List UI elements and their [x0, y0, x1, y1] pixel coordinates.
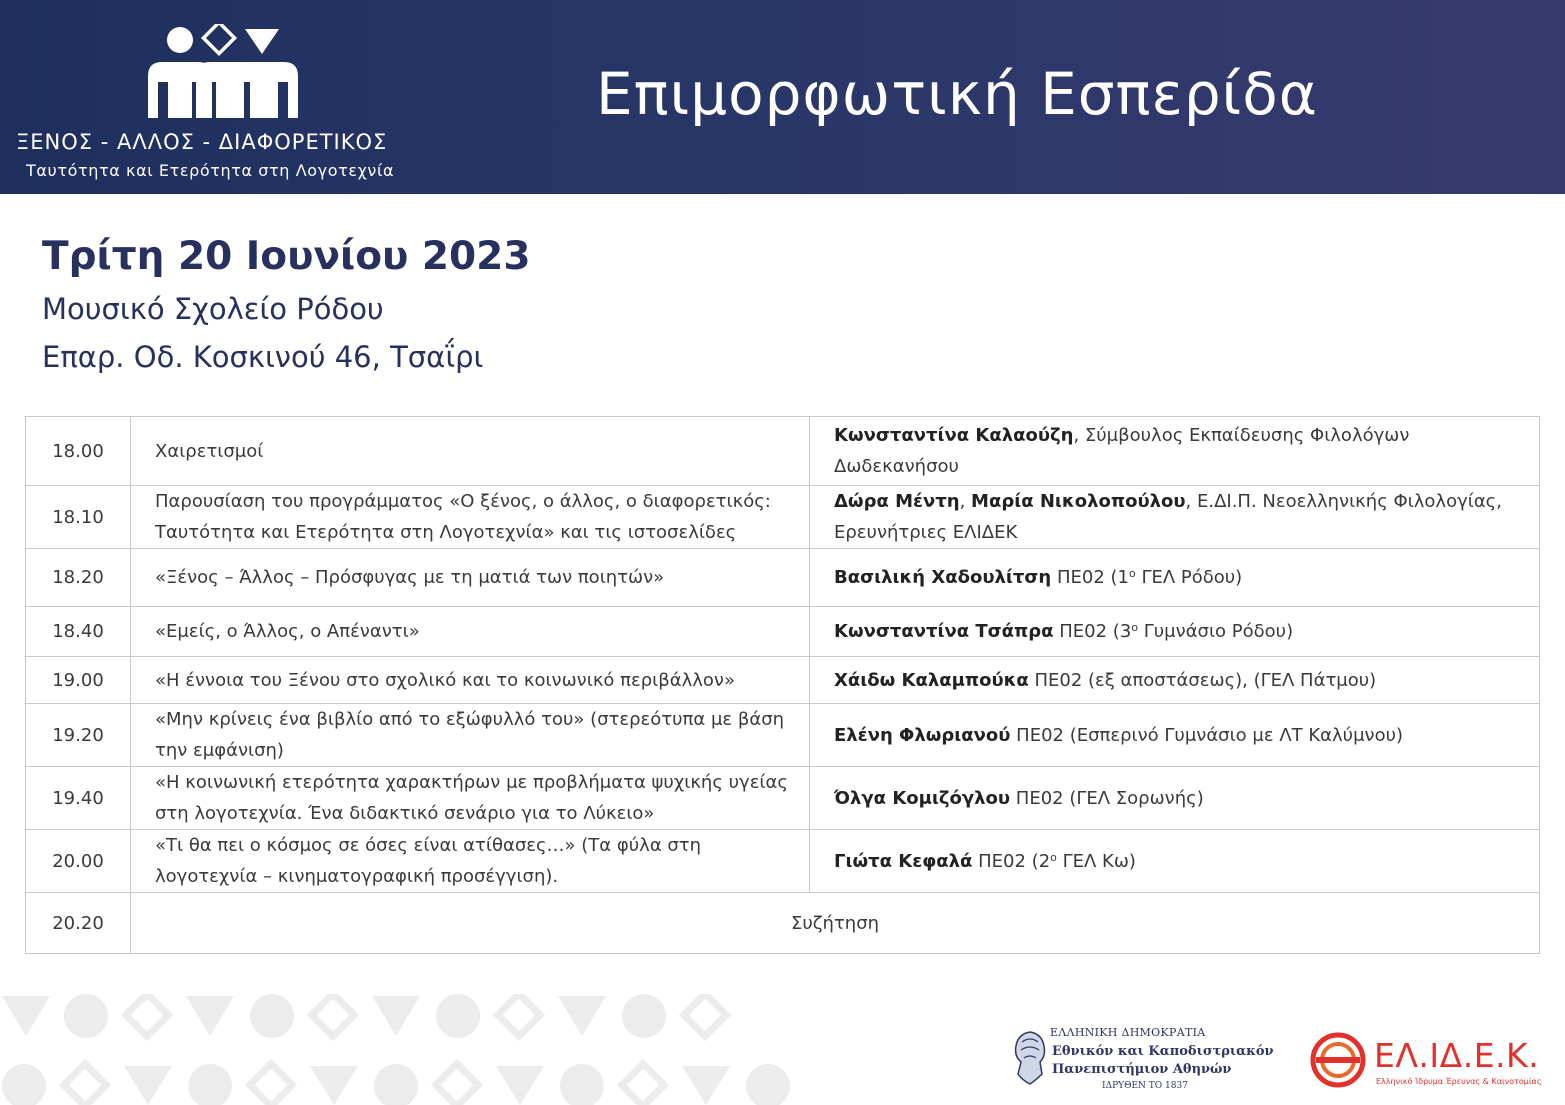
- speaker-affiliation-end: ΓΕΛ Ρόδου): [1135, 567, 1243, 588]
- event-address: Επαρ. Οδ. Κοσκινού 46, Τσαΐρι: [42, 340, 484, 374]
- speaker-cell: [810, 704, 1540, 767]
- athena-head-icon: [1012, 1030, 1048, 1086]
- topic-cell: Παρουσίαση του προγράμματος «Ο ξένος, ο άλλος, ο διαφορετικός: Ταυτότητα και Ετερότητα στη Λογοτεχνία» και τις ιστοσελίδες: [131, 486, 810, 549]
- time-cell: 20.00: [26, 830, 131, 893]
- event-venue: Μουσικό Σχολείο Ρόδου: [42, 292, 384, 326]
- speaker-name: Όλγα Κομιζόγλου: [834, 787, 1011, 809]
- elidek-logo: [1310, 1030, 1540, 1092]
- time-cell: 19.40: [26, 767, 131, 830]
- speaker-affiliation: ΠΕ02 (ΓΕΛ Σορωνής): [1010, 787, 1204, 809]
- topic-cell: «Η κοινωνική ετερότητα χαρακτήρων με προβλήματα ψυχικής υγείας στη λογοτεχνία. Ένα διδακτικό σενάριο για το Λύκειο»: [131, 767, 810, 830]
- table-row: [26, 767, 1540, 830]
- speaker-cell: [810, 549, 1540, 607]
- speaker-cell: [810, 657, 1540, 704]
- table-row: [26, 657, 1540, 704]
- speaker-affiliation: ΠΕ02 (1: [1051, 567, 1129, 588]
- table-row: [26, 486, 1540, 549]
- table-row: [26, 417, 1540, 486]
- speaker-cell: [810, 767, 1540, 830]
- speaker-affiliation: , Ε.ΔΙ.Π. Νεοελληνικής Φιλολογίας, Ερευνήτριες ΕΛΙΔΕΚ: [834, 491, 1502, 543]
- speaker-affiliation: ΠΕ02 (Εσπερινό Γυμνάσιο με ΛΤ Καλύμνου): [1010, 724, 1404, 746]
- time-cell: 18.00: [26, 417, 131, 486]
- table-row: [26, 893, 1540, 954]
- project-title: ΞΕΝΟΣ - ΑΛΛΟΣ - ΔΙΑΦΟΡΕΤΙΚΟΣ: [16, 130, 388, 154]
- ordinal-sup: ο: [1050, 850, 1057, 864]
- ordinal-sup: ο: [1131, 621, 1139, 634]
- program-table: [25, 416, 1540, 954]
- speaker-cell: [810, 607, 1540, 657]
- speaker-affiliation: ΠΕ02 (3: [1053, 621, 1132, 642]
- elidek-emblem-icon: [1310, 1032, 1366, 1088]
- event-date: Τρίτη 20 Ιουνίου 2023: [42, 234, 531, 279]
- speaker-name: Γιώτα Κεφαλά: [834, 850, 973, 872]
- decorative-shapes-pattern: [0, 994, 800, 1105]
- time-cell: 18.20: [26, 549, 131, 607]
- elidek-name: ΕΛ.ΙΔ.Ε.Κ.: [1374, 1036, 1540, 1075]
- discussion-cell: Συζήτηση: [131, 893, 1540, 954]
- speaker-name: Δώρα Μέντη: [834, 491, 960, 512]
- table-row: [26, 830, 1540, 893]
- uoa-name-line2: Πανεπιστήμιον Αθηνών: [1052, 1062, 1232, 1077]
- table-row: [26, 704, 1540, 767]
- elidek-tagline: Ελληνικό Ίδρυμα Έρευνας & Καινοτομίας: [1376, 1077, 1542, 1086]
- speaker-cell: [810, 830, 1540, 893]
- speaker-cell: [810, 486, 1540, 549]
- project-subtitle: Ταυτότητα και Ετερότητα στη Λογοτεχνία: [26, 161, 395, 180]
- speaker-affiliation-end: Γυμνάσιο Ρόδου): [1138, 621, 1294, 642]
- topic-cell: «Εμείς, ο Άλλος, ο Απέναντι»: [131, 607, 810, 657]
- speaker-cell: [810, 417, 1540, 486]
- speaker-name: Κωνσταντίνα Τσάπρα: [834, 621, 1054, 642]
- time-cell: 18.40: [26, 607, 131, 657]
- speaker-name: Χάιδω Καλαμπούκα: [834, 669, 1029, 691]
- event-title: Επιμορφωτική Εσπερίδα: [596, 60, 1318, 128]
- time-cell: 18.10: [26, 486, 131, 549]
- ordinal-sup: ο: [1128, 567, 1136, 580]
- time-cell: 19.20: [26, 704, 131, 767]
- speaker-affiliation: , Σύμβουλος Εκπαίδευσης Φιλολόγων Δωδεκανήσου: [834, 425, 1410, 477]
- uoa-republic-label: ΕΛΛΗΝΙΚΗ ΔΗΜΟΚΡΑΤΙΑ: [1050, 1026, 1206, 1039]
- time-cell: 19.00: [26, 657, 131, 704]
- speaker-affiliation: ΠΕ02 (εξ αποστάσεως), (ΓΕΛ Πάτμου): [1028, 669, 1377, 691]
- topic-cell: «Ξένος – Άλλος – Πρόσφυγας με τη ματιά των ποιητών»: [131, 549, 810, 607]
- uoa-founded: ΙΔΡΥΘΕΝ ΤΟ 1837: [1102, 1081, 1188, 1091]
- topic-cell: «Η έννοια του Ξένου στο σχολικό και το κοινωνικό περιβάλλον»: [131, 657, 810, 704]
- speaker-affiliation: ΠΕ02 (2: [972, 850, 1051, 872]
- header-banner: [0, 0, 1565, 194]
- speaker-separator: ,: [959, 491, 972, 512]
- uoa-logo: [1012, 1024, 1282, 1096]
- time-cell: 20.20: [26, 893, 131, 954]
- speaker-name: Μαρία Νικολοπούλου: [971, 491, 1186, 512]
- speaker-affiliation-end: ΓΕΛ Κω): [1056, 850, 1136, 872]
- topic-cell: «Τι θα πει ο κόσμος σε όσες είναι ατίθασες…» (Τα φύλα στη λογοτεχνία – κινηματογραφική προσέγγιση).: [131, 830, 810, 893]
- speaker-name: Κωνσταντίνα Καλαούζη: [834, 425, 1074, 446]
- speaker-name: Ελένη Φλωριανού: [834, 724, 1011, 746]
- project-logo-icon: [148, 24, 298, 118]
- uoa-name-line1: Εθνικόν και Καποδιστριακόν: [1052, 1044, 1274, 1059]
- table-row: [26, 607, 1540, 657]
- speaker-name: Βασιλική Χαδουλίτση: [834, 567, 1052, 588]
- topic-cell: Χαιρετισμοί: [131, 417, 810, 486]
- table-row: [26, 549, 1540, 607]
- topic-cell: «Μην κρίνεις ένα βιβλίο από το εξώφυλλό του» (στερεότυπα με βάση την εμφάνιση): [131, 704, 810, 767]
